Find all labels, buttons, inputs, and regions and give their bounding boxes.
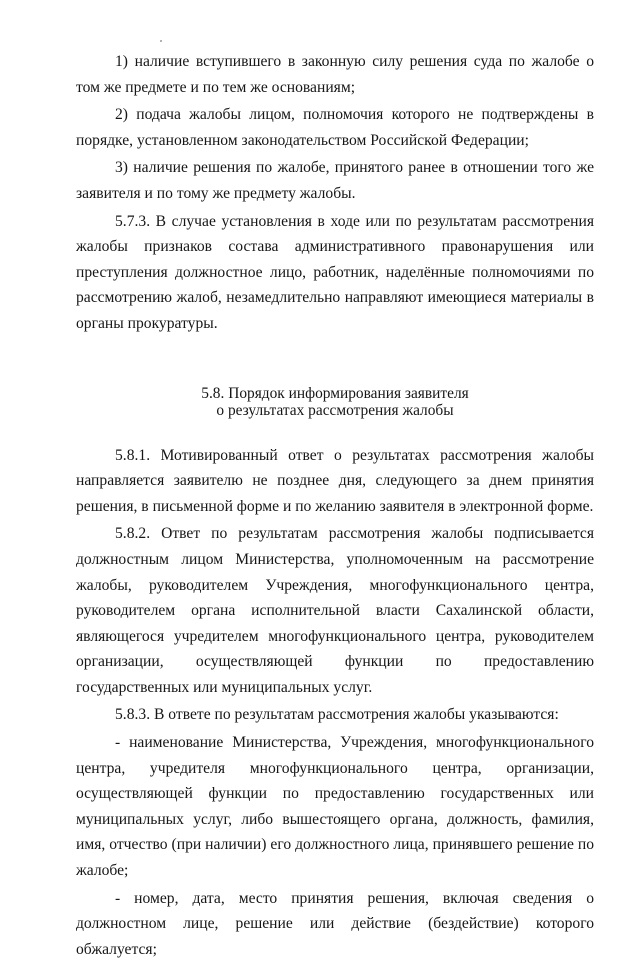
paragraph-5-8-3: 5.8.3. В ответе по результатам рассмотрения жалобы указываются:: [115, 706, 559, 724]
paragraph-item-1: 1) наличие вступившего в законную силу решения суда по жалобе о том же предмете и по тем же основаниям;: [76, 53, 594, 96]
paragraph-bullet-2: - номер, дата, место принятия решения, включая сведения о должностном лице, решение или действие (бездействие) которого обжалуется;: [76, 889, 594, 958]
paragraph-5-8-1: 5.8.1. Мотивированный ответ о результатах рассмотрения жалобы направляется заявителю не позднее дня, следующего за днем принятия решения, в письменной форме и по желанию заявителя в электронной форме.: [76, 446, 594, 515]
section-heading-line-2: о результатах рассмотрения жалобы: [216, 402, 454, 420]
scan-speck: [160, 40, 162, 42]
paragraph-item-2: 2) подача жалобы лицом, полномочия которого не подтверждены в порядке, установленном законодательством Российской Федерации;: [76, 106, 594, 149]
document-page: [76, 49, 594, 962]
paragraph-5-7-3: 5.7.3. В случае установления в ходе или по результатам рассмотрения жалобы признаков состава административного правонарушения или преступления должностное лицо, работник, наделённые полномочиями по рассмотрению жалоб, незамедлительно направляют имеющиеся материалы в органы прокуратуры.: [76, 212, 594, 332]
paragraph-5-8-2: 5.8.2. Ответ по результатам рассмотрения жалобы подписывается должностным лицом Министерства, уполномоченным на рассмотрение жалобы, руководителем Учреждения, многофункционального центра, руководителем органа исполнительной власти Сахалинской области, являющегося учредителем многофункционального центра, руководителем организации, осуществляющей функции по предоставлению государственных или муниципальных услуг.: [76, 525, 594, 696]
paragraph-bullet-1: - наименование Министерства, Учреждения, многофункционального центра, учредителя многофункционального центра, организации, осуществляющей функции по предоставлению государственных или муниципальных услуг, либо вышестоящего органа, должность, фамилия, имя, отчество (при наличии) его должностного лица, принявшего решение по жалобе;: [76, 734, 594, 880]
section-heading-line-1: 5.8. Порядок информирования заявителя: [201, 384, 469, 402]
paragraph-item-3: 3) наличие решения по жалобе, принятого ранее в отношении того же заявителя и по тому же предмету жалобы.: [76, 159, 594, 202]
section-heading-5-8: [76, 385, 594, 420]
